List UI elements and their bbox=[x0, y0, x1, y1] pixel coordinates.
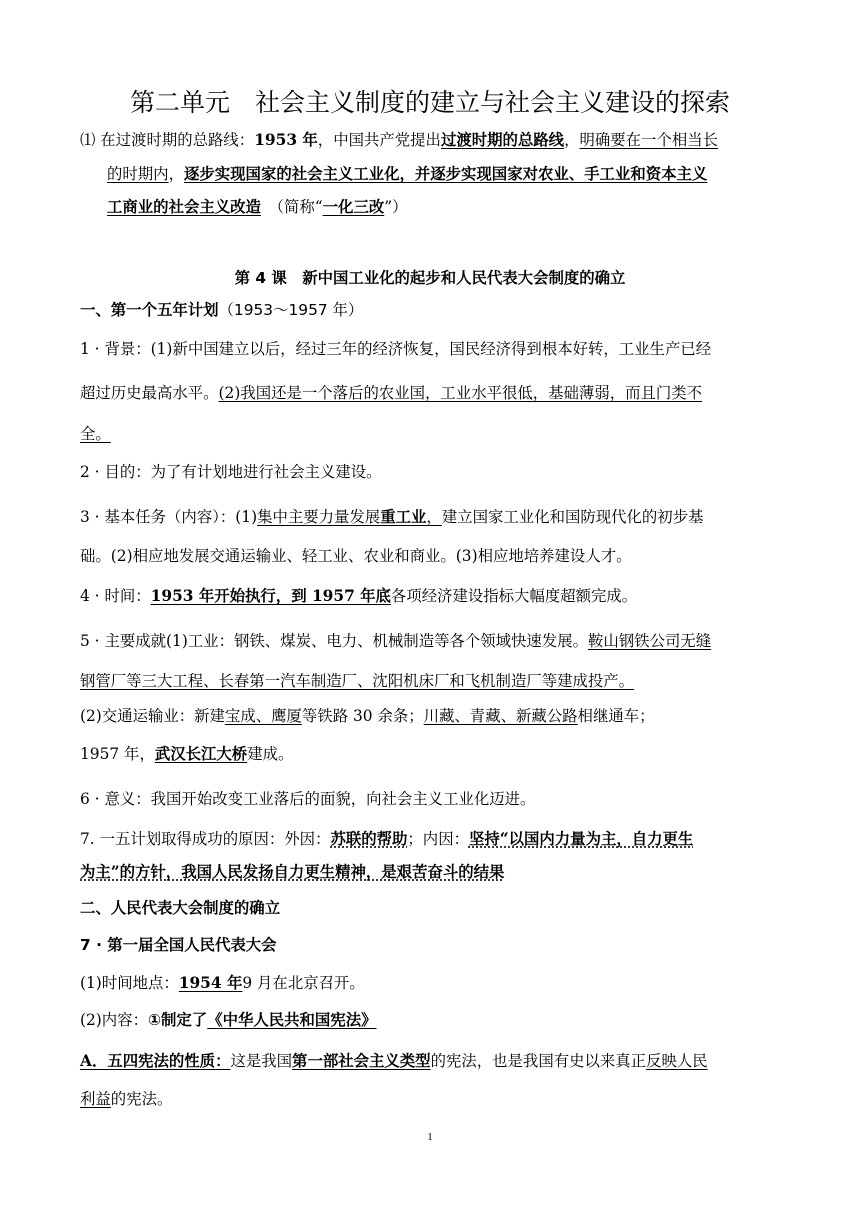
item5-line-1: 5 · 主要成就(1)工业：钢铁、煤炭、电力、机械制造等各个领域快速发展。鞍山钢铁公司无缝 bbox=[80, 632, 712, 650]
lesson-title: 第 4 课 新中国工业化的起步和人民代表大会制度的确立 bbox=[234, 269, 626, 287]
intro-line-2: 的时期内，逐步实现国家的社会主义工业化，并逐步实现国家对农业、手工业和资本主义 bbox=[107, 165, 708, 183]
item1-line-2: 超过历史最高水平。(2)我国还是一个落后的农业国，工业水平很低，基础薄弱，而且门类不 bbox=[80, 384, 703, 402]
item7-line-1: 7. 一五计划取得成功的原因：外因：苏联的帮助；内因：坚持“以国内力量为主，自力更生 bbox=[80, 830, 694, 848]
section-1-heading: 一、第一个五年计划（1953～1957 年） bbox=[80, 301, 364, 319]
intro-line-3: 工商业的社会主义改造 （简称“一化三改”） bbox=[107, 198, 408, 216]
item5-line-2: 钢管厂等三大工程、长春第一汽车制造厂、沈阳机床厂和飞机制造厂等建成投产。 bbox=[80, 672, 635, 690]
intro-line-1: ⑴ 在过渡时期的总路线：1953 年，中国共产党提出过渡时期的总路线，明确要在一个相当长 bbox=[80, 131, 719, 149]
item2: 2 · 目的：为了有计划地进行社会主义建设。 bbox=[80, 463, 382, 481]
content-line: (2)内容：①制定了《中华人民共和国宪法》 bbox=[80, 1011, 377, 1029]
item6: 6 · 意义：我国开始改变工业落后的面貌，向社会主义工业化迈进。 bbox=[80, 790, 536, 808]
item4: 4 · 时间：1953 年开始执行，到 1957 年底各项经济建设指标大幅度超额完成。 bbox=[80, 587, 638, 605]
item1-line-1: 1 · 背景：(1)新中国建立以后，经过三年的经济恢复，国民经济得到根本好转，工业生产已经 bbox=[80, 340, 712, 358]
section-2-heading: 二、人民代表大会制度的确立 bbox=[80, 899, 281, 917]
nature-line-2: 利益的宪法。 bbox=[80, 1090, 173, 1108]
item5-line-3: (2)交通运输业：新建宝成、鹰厦等铁路 30 余条；川藏、青藏、新藏公路相继通车； bbox=[80, 707, 655, 725]
unit-title: 第二单元 社会主义制度的建立与社会主义建设的探索 bbox=[129, 88, 730, 117]
item7-line-2: 为主”的方针，我国人民发扬自力更生精神，是艰苦奋斗的结果 bbox=[80, 863, 505, 881]
item3-line-2: 础。(2)相应地发展交通运输业、轻工业、农业和商业。(3)相应地培养建设人才。 bbox=[80, 547, 632, 565]
page-number: 1 bbox=[427, 1131, 433, 1143]
item3-line-1: 3 · 基本任务（内容）：(1)集中主要力量发展重工业，建立国家工业化和国防现代化的初步基 bbox=[80, 508, 704, 526]
item1-line-3: 全。 bbox=[80, 425, 111, 443]
item5-line-4: 1957 年，武汉长江大桥建成。 bbox=[80, 745, 294, 763]
item8-heading: 7 · 第一届全国人民代表大会 bbox=[80, 936, 277, 954]
time-place: (1)时间地点：1954 年9 月在北京召开。 bbox=[80, 974, 365, 992]
nature-line-1: A．五四宪法的性质：这是我国第一部社会主义类型的宪法，也是我国有史以来真正反映人民 bbox=[80, 1052, 708, 1070]
